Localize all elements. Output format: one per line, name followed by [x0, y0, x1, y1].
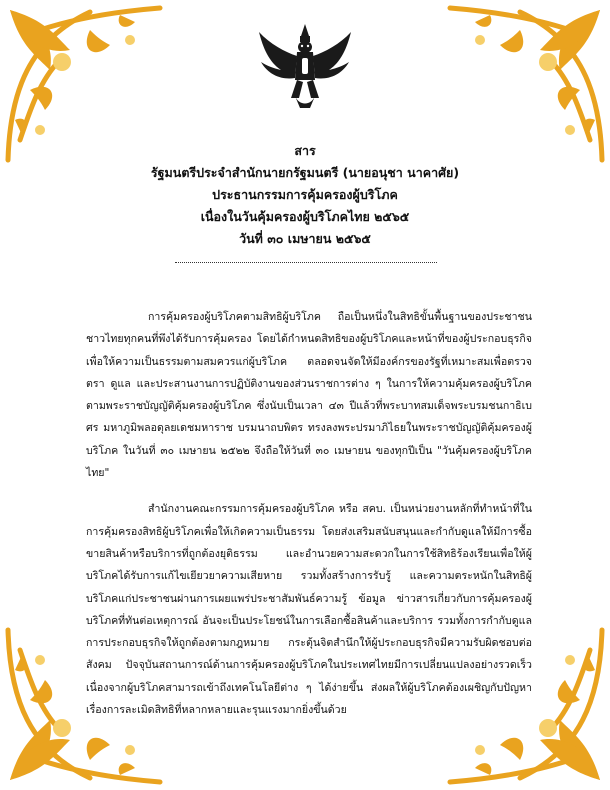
header-occasion: เนื่องในวันคุ้มครองผู้บริโภคไทย ๒๕๖๕: [200, 209, 410, 224]
header-minister-name: รัฐมนตรีประจำสำนักนายกรัฐมนตรี (นายอนุชา นาคาศัย): [150, 165, 460, 180]
document-body: [86, 306, 532, 735]
body-paragraph-1: การคุ้มครองผู้บริโภคตามสิทธิผู้บริโภค ถือเป็นหนึ่งในสิทธิขั้นพื้นฐานของประชาชนชาวไทยทุกคนที่พึงได้รับการคุ้มครอง โดยได้กำหนดสิทธิของผู้บริโภคและหน้าที่ของผู้ประกอบธุรกิจ เพื่อให้ความเป็นธรรมตามสมควรแก่ผู้บริโภค ตลอดจนจัดให้มีองค์กรของรัฐที่เหมาะสมเพื่อตรวจตรา ดูแล และประสานงานการปฏิบัติงานของส่วนราชการต่าง ๆ ในการให้ความคุ้มครองผู้บริโภค ตามพระราชบัญญัติคุ้มครองผู้บริโภค ซึ่งนับเป็นเวลา ๔๓ ปีแล้วที่พระบาทสมเด็จพระบรมชนกาธิเบศร มหาภูมิพลอดุลยเดชมหาราช บรมนาถบพิตร ทรงลงพระปรมาภิไธยในพระราชบัญญัติคุ้มครองผู้บริโภค ในวันที่ ๓๐ เมษายน ๒๕๒๒ จึงถือให้วันที่ ๓๐ เมษายน ของทุกปีเป็น "วันคุ้มครองผู้บริโภคไทย": [86, 311, 532, 480]
header-message-title: สาร: [294, 143, 316, 158]
body-paragraph-2: สำนักงานคณะกรรมการคุ้มครองผู้บริโภค หรือ สคบ. เป็นหน่วยงานหลักที่ทำหน้าที่ในการคุ้มครองสิทธิผู้บริโภคเพื่อให้เกิดความเป็นธรรม โดยส่งเสริมสนับสนุนและกำกับดูแลให้มีการซื้อขายสินค้าหรือบริการที่ถูกต้องยุติธรรม และอำนวยความสะดวกในการใช้สิทธิร้องเรียนเพื่อให้ผู้บริโภคได้รับการแก้ไขเยียวยาความเสียหาย รวมทั้งสร้างการรับรู้ และความตระหนักในสิทธิผู้บริโภคแก่ประชาชนผ่านการเผยแพร่ประชาสัมพันธ์ความรู้ ข้อมูล ข่าวสารเกี่ยวกับการคุ้มครองผู้บริโภคที่ทันต่อเหตุการณ์ อันจะเป็นประโยชน์ในการเลือกซื้อสินค้าและบริการ รวมทั้งการกำกับดูแลการประกอบธุรกิจให้ถูกต้องตามกฎหมาย กระตุ้นจิตสำนึกให้ผู้ประกอบธุรกิจมีความรับผิดชอบต่อสังคม ปัจจุบันสถานการณ์ด้านการคุ้มครองผู้บริโภคในประเทศไทยมีการเปลี่ยนแปลงอย่างรวดเร็ว เนื่องจากผู้บริโภคสามารถเข้าถึงเทคโนโลยีต่าง ๆ ได้ง่ายขึ้น ส่งผลให้ผู้บริโภคต้องเผชิญกับปัญหาเรื่องการละเมิดสิทธิที่หลากหลายและรุนแรงมากยิ่งขึ้นด้วย: [86, 503, 532, 717]
header-date: วันที่ ๓๐ เมษายน ๒๕๖๕: [239, 231, 371, 246]
header-position: ประธานกรรมการคุ้มครองผู้บริโภค: [212, 187, 398, 202]
document-header: [100, 140, 510, 250]
garuda-emblem-icon: [255, 22, 355, 110]
dotted-divider: [175, 262, 437, 263]
